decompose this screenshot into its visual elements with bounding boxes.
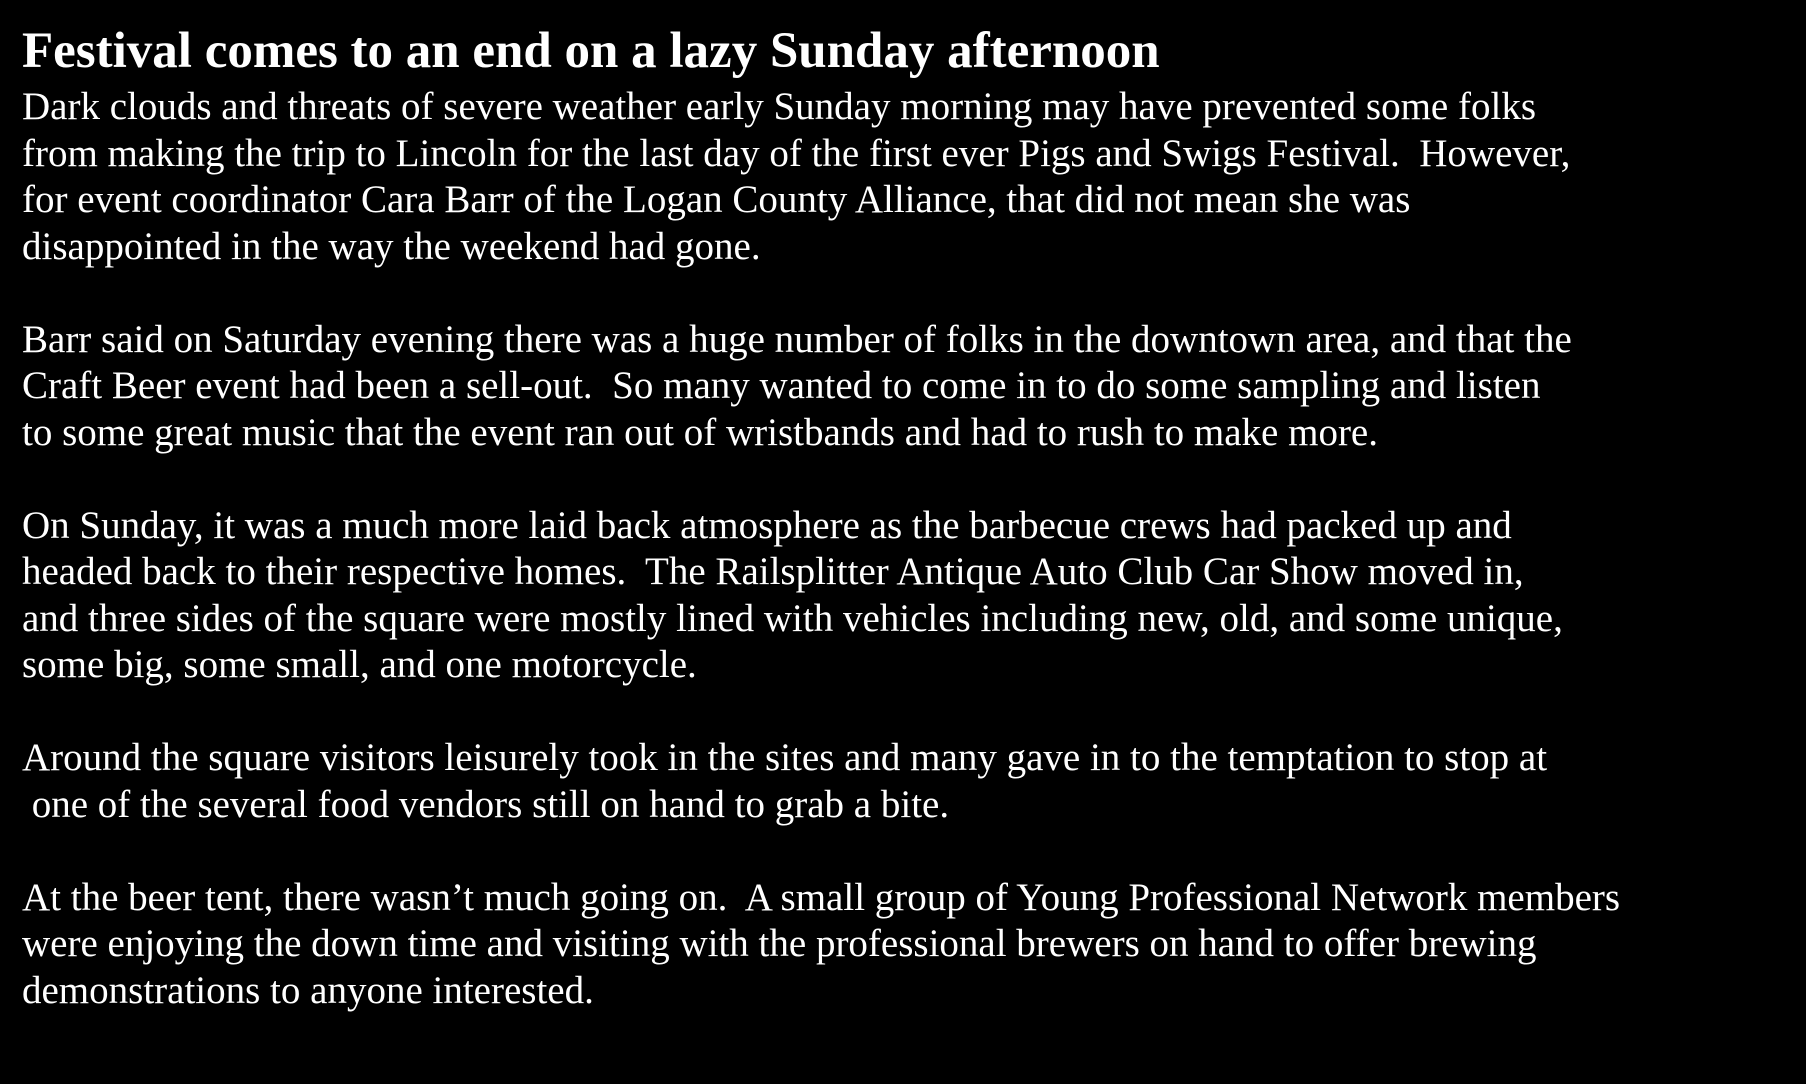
paragraph-line: headed back to their respective homes. The Railsplitter Antique Auto Club Car Show moved in, xyxy=(22,550,1524,593)
article-body xyxy=(22,84,1792,1014)
paragraph-line: and three sides of the square were mostly lined with vehicles including new, old, and some unique, xyxy=(22,596,1563,640)
paragraph-line: Craft Beer event had been a sell-out. So many wanted to come in to do some sampling and listen xyxy=(22,364,1541,407)
paragraph-3 xyxy=(22,503,1792,689)
article-headline: Festival comes to an end on a lazy Sunday afternoon xyxy=(22,23,1160,79)
paragraph-line: On Sunday, it was a much more laid back atmosphere as the barbecue crews had packed up and xyxy=(22,503,1512,547)
paragraph-line: Barr said on Saturday evening there was a huge number of folks in the downtown area, and that the xyxy=(22,317,1572,361)
article xyxy=(22,20,1792,1061)
paragraph-1 xyxy=(22,84,1792,270)
paragraph-line: At the beer tent, there wasn’t much going on. A small group of Young Professional Network members xyxy=(22,875,1621,919)
paragraph-line: for event coordinator Cara Barr of the Logan County Alliance, that did not mean she was xyxy=(22,178,1411,221)
paragraph-line: Around the square visitors leisurely took in the sites and many gave in to the temptation to stop at xyxy=(22,736,1548,779)
paragraph-2 xyxy=(22,317,1792,457)
paragraph-line: disappointed in the way the weekend had gone. xyxy=(22,224,761,268)
paragraph-line: were enjoying the down time and visiting with the professional brewers on hand to offer brewing xyxy=(22,922,1537,965)
paragraph-line: demonstrations to anyone interested. xyxy=(22,968,594,1012)
paragraph-5 xyxy=(22,875,1792,1015)
paragraph-line: one of the several food vendors still on hand to grab a bite. xyxy=(22,782,950,826)
paragraph-line: some big, some small, and one motorcycle. xyxy=(22,643,697,686)
paragraph-line: Dark clouds and threats of severe weather early Sunday morning may have prevented some folks xyxy=(22,85,1536,128)
paragraph-4 xyxy=(22,735,1792,828)
paragraph-line: to some great music that the event ran out of wristbands and had to rush to make more. xyxy=(22,410,1378,454)
paragraph-line: from making the trip to Lincoln for the last day of the first ever Pigs and Swigs Festival. However, xyxy=(22,131,1571,175)
